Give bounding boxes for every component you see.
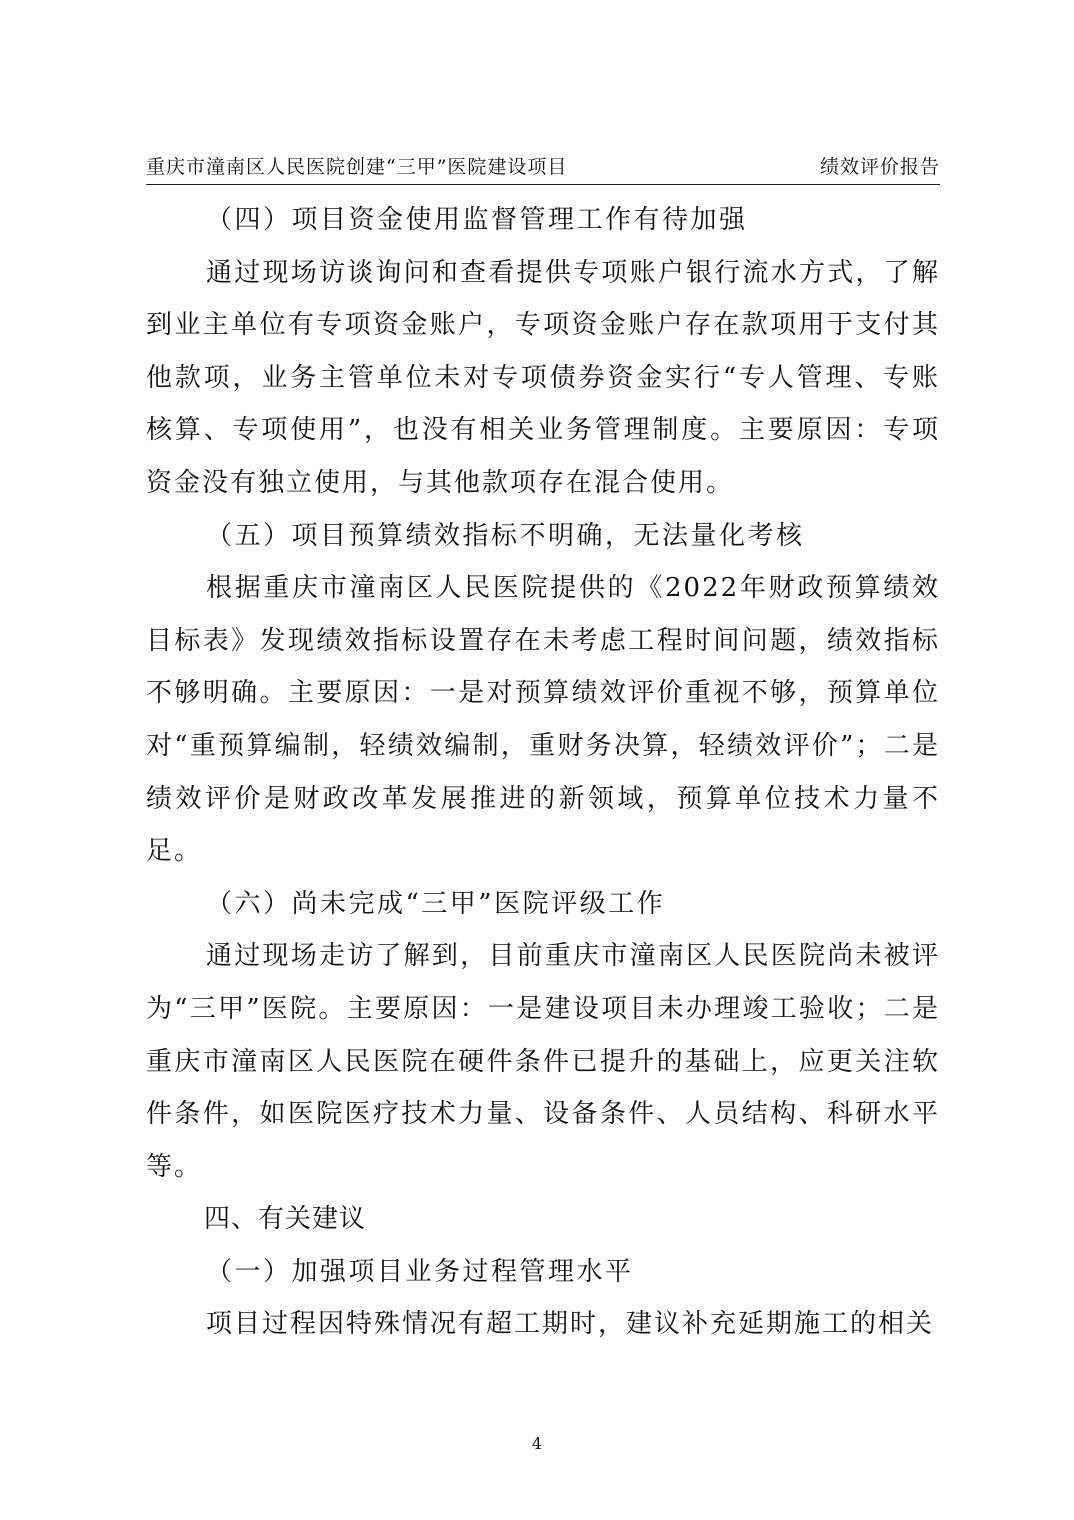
paragraph-process-management: 项目过程因特殊情况有超工期时，建议补充延期施工的相关 [206, 1309, 935, 1340]
subheading-fund-supervision: （四）项目资金使用监督管理工作有待加强 [206, 205, 748, 235]
header-report-type: 绩效评价报告 [819, 156, 940, 178]
section-heading-suggestions: 四、有关建议 [204, 1204, 367, 1235]
page-number: 4 [531, 1434, 543, 1453]
header-project-title: 重庆市潼南区人民医院创建“三甲”医院建设项目 [146, 156, 568, 178]
paragraph-fund-supervision: 通过现场访谈询问和查看提供专项账户银行流水方式，了解到业主单位有专项资金账户，专项资金账户存在款项用于支付其他款项，业务主管单位未对专项债券资金实行“专人管理、专账核算、专项使用”，也没有相关业务管理制度。主要原因：专项资金没有独立使用，与其他款项存在混合使用。 [146, 257, 940, 498]
document-body [146, 194, 940, 1351]
subheading-hospital-rating: （六）尚未完成“三甲”医院评级工作 [206, 888, 666, 919]
page-header [146, 148, 940, 185]
subheading-process-management: （一）加强项目业务过程管理水平 [206, 1256, 634, 1287]
paragraph-performance-indicators: 根据重庆市潼南区人民医院提供的《2022年财政预算绩效目标表》发现绩效指标设置存在未考虑工程时间问题，绩效指标不够明确。主要原因：一是对预算绩效评价重视不够，预算单位对“重预算编制，轻绩效编制，重财务决算，轻绩效评价”；二是绩效评价是财政改革发展推进的新领域，预算单位技术力量不足。 [146, 573, 940, 867]
paragraph-hospital-rating: 通过现场走访了解到，目前重庆市潼南区人民医院尚未被评为“三甲”医院。主要原因：一是建设项目未办理竣工验收；二是重庆市潼南区人民医院在硬件条件已提升的基础上，应更关注软件条件，如医院医疗技术力量、设备条件、人员结构、科研水平等。 [146, 941, 940, 1182]
subheading-performance-indicators: （五）项目预算绩效指标不明确，无法量化考核 [206, 520, 805, 551]
